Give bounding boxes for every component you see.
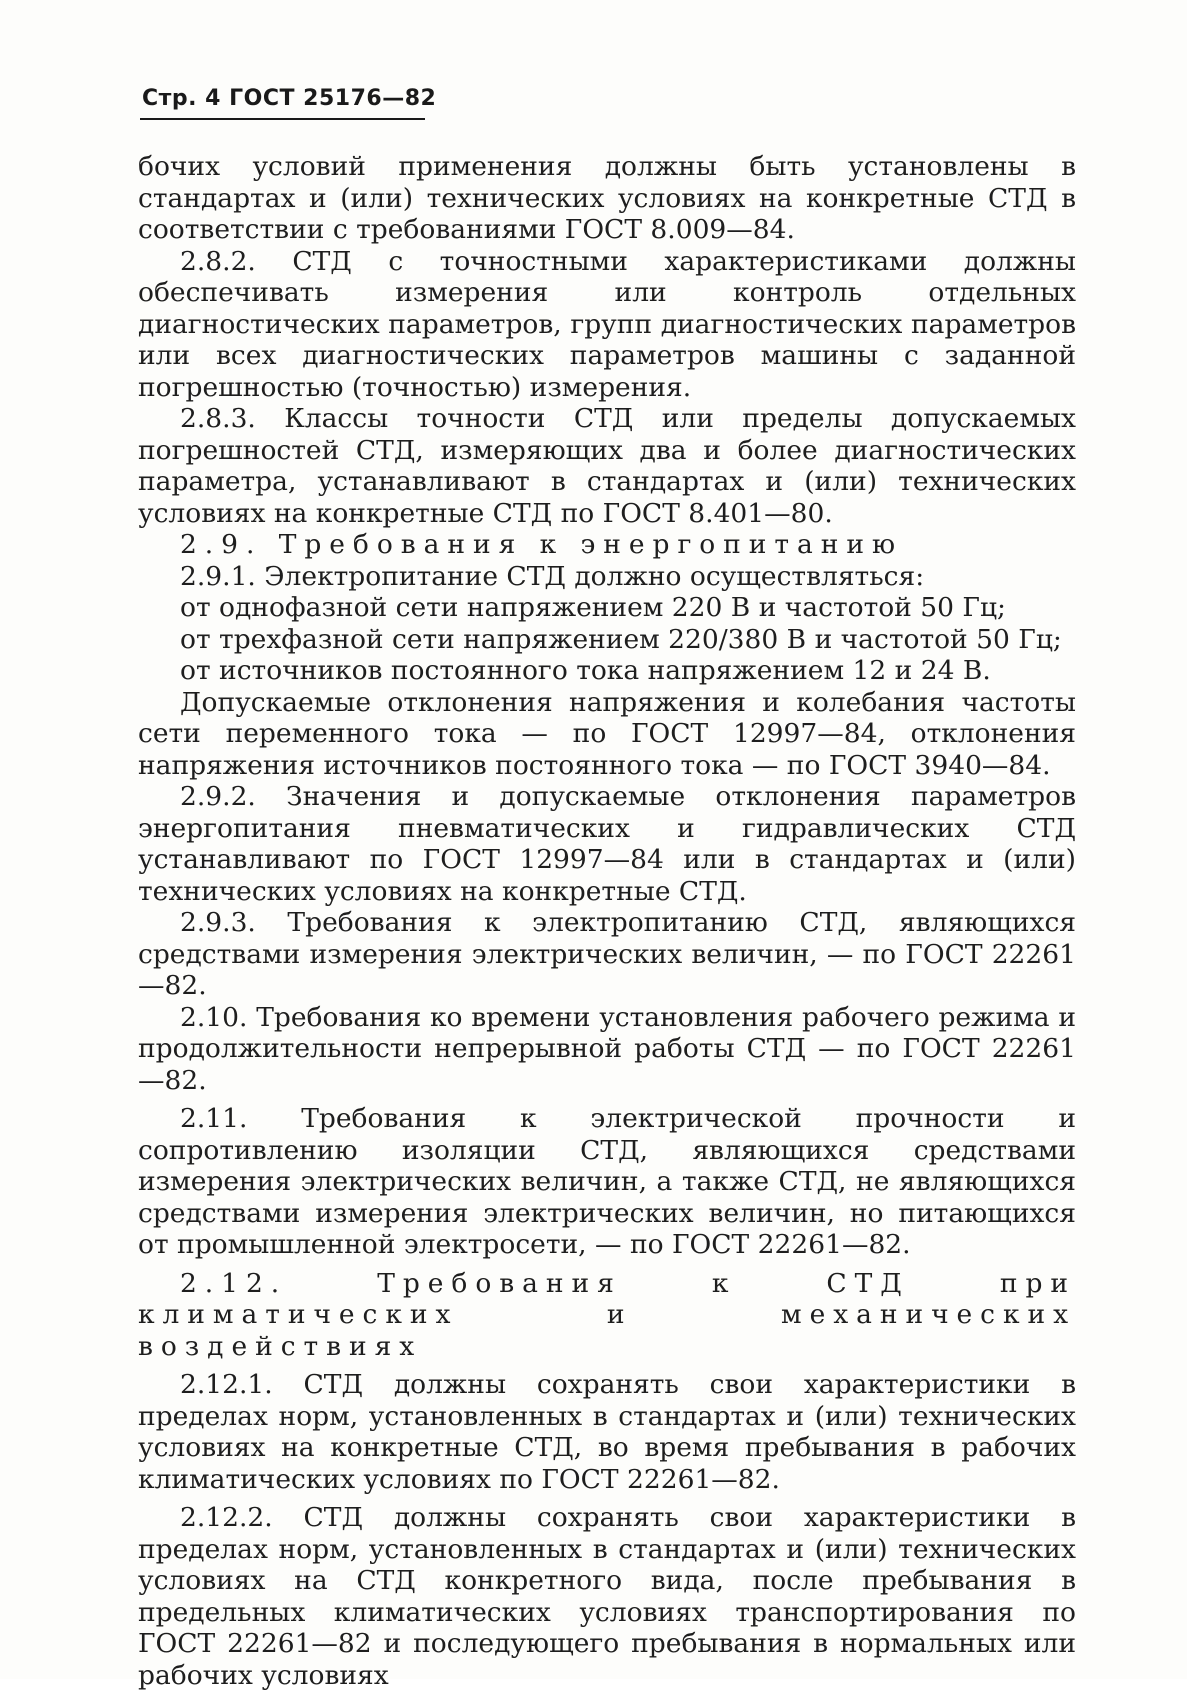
paragraph-2-9-2: 2.9.2. Значения и допускаемые отклонения параметров энергопитания пневматических и гидравлических СТД устанавливают по ГОСТ 12997—84 или в стандартах и (или) технических условиях на конкретные СТД. bbox=[138, 781, 1076, 907]
section-heading-2-9: 2.9. Требования к энергопитанию bbox=[180, 529, 904, 560]
running-head: Стр. 4 ГОСТ 25176—82 bbox=[142, 86, 437, 111]
header-rule bbox=[140, 118, 425, 120]
paragraph-2-8-3: 2.8.3. Классы точности СТД или пределы допускаемых погрешностей СТД, измеряющих два и более диагностических параметра, устанавливают в стандартах и (или) технических условиях на конкретные СТД по ГОСТ 8.401—80. bbox=[138, 403, 1076, 529]
list-item-dc-source: от источников постоянного тока напряжением 12 и 24 В. bbox=[180, 655, 991, 686]
paragraph-2-10: 2.10. Требования ко времени установления рабочего режима и продолжительности непрерывной работы СТД — по ГОСТ 22261—82. bbox=[138, 1001, 1076, 1096]
paragraph-tolerances: Допускаемые отклонения напряжения и колебания частоты сети переменного тока — по ГОСТ 12997—84, отклонения напряжения источников постоянного тока — по ГОСТ 3940—84. bbox=[138, 686, 1076, 781]
paragraph-2-11: 2.11. Требования к электрической прочности и сопротивлению изоляции СТД, являющихся средствами измерения электрических величин, а также СТД, не являющихся средствами измерения электрических величин, но питающихся от промышленной электросети, — по ГОСТ 22261—82. bbox=[138, 1103, 1076, 1260]
list-item-three-phase: от трехфазной сети напряжением 220/380 В и частотой 50 Гц; bbox=[180, 623, 1062, 655]
section-heading-2-12: 2.12. Требования к СТД при климатических и механических воздействиях bbox=[138, 1267, 1076, 1362]
body-text bbox=[138, 151, 1076, 1691]
paragraph-2-12-1: 2.12.1. СТД должны сохранять свои характеристики в пределах норм, установленных в стандартах и (или) технических условиях на конкретные СТД, во время пребывания в рабочих климатических условиях по ГОСТ 22261—82. bbox=[138, 1369, 1076, 1495]
list-item-single-phase: от однофазной сети напряжением 220 В и частотой 50 Гц; bbox=[180, 592, 1006, 623]
paragraph-2-12-2: 2.12.2. СТД должны сохранять свои характеристики в пределах норм, установленных в стандартах и (или) технических условиях на СТД конкретного вида, после пребывания в предельных климатических условиях транспортирования по ГОСТ 22261—82 и последующего пребывания в нормальных или рабочих условиях bbox=[138, 1502, 1076, 1691]
paragraph-2-8-2: 2.8.2. СТД с точностными характеристиками должны обеспечивать измерения или контроль отдельных диагностических параметров, групп диагностических параметров или всех диагностических параметров машины с заданной погрешностью (точностью) измерения. bbox=[138, 245, 1076, 403]
paragraph-2-9-1: 2.9.1. Электропитание СТД должно осуществляться: bbox=[180, 560, 925, 592]
paragraph-continuation: бочих условий применения должны быть установлены в стандартах и (или) технических условиях на конкретные СТД в соответствии с требованиями ГОСТ 8.009—84. bbox=[138, 151, 1076, 245]
paragraph-2-9-3: 2.9.3. Требования к электропитанию СТД, являющихся средствами измерения электрических величин, — по ГОСТ 22261—82. bbox=[138, 907, 1076, 1001]
